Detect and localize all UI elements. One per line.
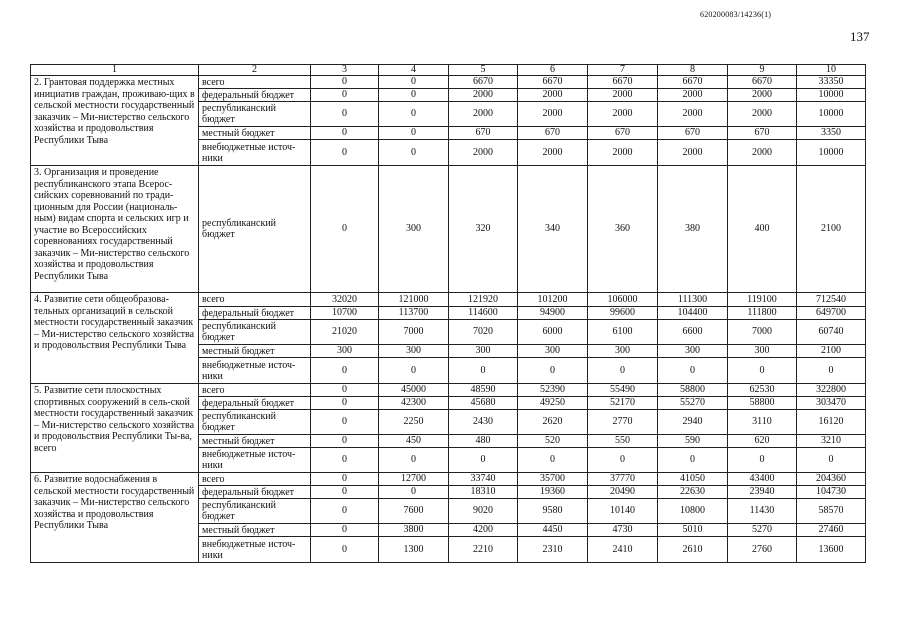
amount-cell: 13600 <box>797 537 866 563</box>
amount-cell: 0 <box>379 76 449 89</box>
amount-cell: 1300 <box>379 537 449 563</box>
amount-cell: 670 <box>449 127 518 140</box>
amount-cell: 9020 <box>449 499 518 524</box>
amount-cell: 300 <box>658 345 728 358</box>
amount-cell: 104730 <box>797 486 866 499</box>
amount-cell: 21020 <box>311 320 379 345</box>
amount-cell: 2000 <box>588 89 658 102</box>
amount-cell: 4450 <box>518 524 588 537</box>
funding-source: всего <box>199 384 311 397</box>
amount-cell: 52390 <box>518 384 588 397</box>
amount-cell: 113700 <box>379 307 449 320</box>
funding-source: республиканский бюджет <box>199 410 311 435</box>
amount-cell: 0 <box>588 448 658 473</box>
amount-cell: 0 <box>311 89 379 102</box>
funding-source: федеральный бюджет <box>199 307 311 320</box>
amount-cell: 2000 <box>449 140 518 166</box>
amount-cell: 19360 <box>518 486 588 499</box>
amount-cell: 0 <box>728 448 797 473</box>
amount-cell: 62530 <box>728 384 797 397</box>
amount-cell: 32020 <box>311 293 379 307</box>
measure-description: 4. Развитие сети общеобразова-тельных организаций в сельской местности государственный заказчик – Ми-нистерство сельского хозяйства и продовольствия Республики Тыва <box>31 293 199 384</box>
document-code: 620200083/14236(1) <box>700 10 772 19</box>
amount-cell: 20490 <box>588 486 658 499</box>
amount-cell: 0 <box>588 358 658 384</box>
table-row <box>31 76 866 89</box>
amount-cell: 22630 <box>658 486 728 499</box>
amount-cell: 550 <box>588 435 658 448</box>
amount-cell: 320 <box>449 166 518 293</box>
amount-cell: 2210 <box>449 537 518 563</box>
amount-cell: 3800 <box>379 524 449 537</box>
funding-source: внебюджетные источ-ники <box>199 537 311 563</box>
funding-source: федеральный бюджет <box>199 397 311 410</box>
measure-description: 3. Организация и проведение республиканского этапа Всерос-сийских соревнований по тради-ционным для России (националь-ным) видам спорта и сельских игр и участие во Всероссийских соревнованиях государственный заказчик – Ми-нистерство сельского хозяйства и продовольствия Республики Тыва <box>31 166 199 293</box>
column-number-cell: 3 <box>311 65 379 76</box>
amount-cell: 0 <box>518 358 588 384</box>
amount-cell: 0 <box>797 358 866 384</box>
measure-description: 6. Развитие водоснабжения в сельской местности государственный заказчик – Ми-нистерство сельского хозяйства и продовольствия Республики Тыва <box>31 473 199 563</box>
amount-cell: 620 <box>728 435 797 448</box>
amount-cell: 300 <box>379 166 449 293</box>
amount-cell: 204360 <box>797 473 866 486</box>
funding-source: внебюджетные источ-ники <box>199 448 311 473</box>
amount-cell: 400 <box>728 166 797 293</box>
amount-cell: 7600 <box>379 499 449 524</box>
amount-cell: 3110 <box>728 410 797 435</box>
amount-cell: 2760 <box>728 537 797 563</box>
amount-cell: 649700 <box>797 307 866 320</box>
amount-cell: 0 <box>379 486 449 499</box>
amount-cell: 0 <box>797 448 866 473</box>
amount-cell: 360 <box>588 166 658 293</box>
amount-cell: 480 <box>449 435 518 448</box>
column-number-cell: 8 <box>658 65 728 76</box>
amount-cell: 52170 <box>588 397 658 410</box>
amount-cell: 48590 <box>449 384 518 397</box>
amount-cell: 55490 <box>588 384 658 397</box>
amount-cell: 2000 <box>658 140 728 166</box>
amount-cell: 0 <box>311 127 379 140</box>
amount-cell: 2000 <box>518 140 588 166</box>
amount-cell: 27460 <box>797 524 866 537</box>
amount-cell: 58800 <box>728 397 797 410</box>
amount-cell: 0 <box>311 524 379 537</box>
amount-cell: 45000 <box>379 384 449 397</box>
amount-cell: 10140 <box>588 499 658 524</box>
amount-cell: 43400 <box>728 473 797 486</box>
amount-cell: 2430 <box>449 410 518 435</box>
table-row <box>31 384 866 397</box>
amount-cell: 2000 <box>588 140 658 166</box>
amount-cell: 114600 <box>449 307 518 320</box>
amount-cell: 10700 <box>311 307 379 320</box>
column-number-cell: 9 <box>728 65 797 76</box>
table-row <box>31 166 866 293</box>
amount-cell: 520 <box>518 435 588 448</box>
amount-cell: 2610 <box>658 537 728 563</box>
amount-cell: 58570 <box>797 499 866 524</box>
amount-cell: 2100 <box>797 166 866 293</box>
amount-cell: 33350 <box>797 76 866 89</box>
column-number-cell: 5 <box>449 65 518 76</box>
amount-cell: 121920 <box>449 293 518 307</box>
funding-source: местный бюджет <box>199 435 311 448</box>
measure-description: 5. Развитие сети плоскостных спортивных сооружений в сель-ской местности государственный заказчик – Ми-нистерство сельского хозяйства и продовольствия Республики Ты-ва, всего <box>31 384 199 473</box>
amount-cell: 2000 <box>728 140 797 166</box>
funding-source: всего <box>199 293 311 307</box>
amount-cell: 0 <box>311 499 379 524</box>
amount-cell: 0 <box>728 358 797 384</box>
amount-cell: 0 <box>311 358 379 384</box>
amount-cell: 6670 <box>658 76 728 89</box>
amount-cell: 590 <box>658 435 728 448</box>
table-row <box>31 293 866 307</box>
amount-cell: 0 <box>311 102 379 127</box>
amount-cell: 10800 <box>658 499 728 524</box>
amount-cell: 300 <box>588 345 658 358</box>
amount-cell: 380 <box>658 166 728 293</box>
amount-cell: 0 <box>449 358 518 384</box>
amount-cell: 10000 <box>797 89 866 102</box>
amount-cell: 16120 <box>797 410 866 435</box>
funding-source: федеральный бюджет <box>199 89 311 102</box>
amount-cell: 2000 <box>449 102 518 127</box>
funding-source: всего <box>199 76 311 89</box>
amount-cell: 2620 <box>518 410 588 435</box>
amount-cell: 41050 <box>658 473 728 486</box>
amount-cell: 10000 <box>797 140 866 166</box>
amount-cell: 7020 <box>449 320 518 345</box>
amount-cell: 712540 <box>797 293 866 307</box>
amount-cell: 7000 <box>379 320 449 345</box>
amount-cell: 49250 <box>518 397 588 410</box>
amount-cell: 2000 <box>728 102 797 127</box>
amount-cell: 2940 <box>658 410 728 435</box>
amount-cell: 322800 <box>797 384 866 397</box>
amount-cell: 18310 <box>449 486 518 499</box>
amount-cell: 35700 <box>518 473 588 486</box>
amount-cell: 450 <box>379 435 449 448</box>
amount-cell: 6670 <box>588 76 658 89</box>
amount-cell: 0 <box>379 140 449 166</box>
column-number-cell: 6 <box>518 65 588 76</box>
amount-cell: 2000 <box>658 89 728 102</box>
amount-cell: 99600 <box>588 307 658 320</box>
amount-cell: 2100 <box>797 345 866 358</box>
amount-cell: 0 <box>379 102 449 127</box>
amount-cell: 0 <box>449 448 518 473</box>
amount-cell: 2000 <box>449 89 518 102</box>
amount-cell: 4200 <box>449 524 518 537</box>
amount-cell: 670 <box>588 127 658 140</box>
funding-source: республиканский бюджет <box>199 320 311 345</box>
funding-source: всего <box>199 473 311 486</box>
amount-cell: 6670 <box>449 76 518 89</box>
amount-cell: 340 <box>518 166 588 293</box>
amount-cell: 0 <box>379 127 449 140</box>
amount-cell: 5270 <box>728 524 797 537</box>
amount-cell: 104400 <box>658 307 728 320</box>
amount-cell: 2770 <box>588 410 658 435</box>
amount-cell: 303470 <box>797 397 866 410</box>
amount-cell: 300 <box>728 345 797 358</box>
amount-cell: 55270 <box>658 397 728 410</box>
amount-cell: 0 <box>311 140 379 166</box>
column-number-cell: 1 <box>31 65 199 76</box>
amount-cell: 2310 <box>518 537 588 563</box>
column-number-cell: 2 <box>199 65 311 76</box>
amount-cell: 3210 <box>797 435 866 448</box>
amount-cell: 5010 <box>658 524 728 537</box>
amount-cell: 4730 <box>588 524 658 537</box>
column-number-cell: 10 <box>797 65 866 76</box>
amount-cell: 0 <box>311 410 379 435</box>
amount-cell: 2000 <box>518 102 588 127</box>
amount-cell: 42300 <box>379 397 449 410</box>
amount-cell: 670 <box>728 127 797 140</box>
amount-cell: 0 <box>311 76 379 89</box>
amount-cell: 300 <box>518 345 588 358</box>
funding-source: республиканский бюджет <box>199 102 311 127</box>
amount-cell: 7000 <box>728 320 797 345</box>
amount-cell: 111300 <box>658 293 728 307</box>
amount-cell: 6670 <box>518 76 588 89</box>
amount-cell: 0 <box>379 358 449 384</box>
amount-cell: 0 <box>311 537 379 563</box>
amount-cell: 94900 <box>518 307 588 320</box>
amount-cell: 0 <box>311 397 379 410</box>
amount-cell: 3350 <box>797 127 866 140</box>
amount-cell: 9580 <box>518 499 588 524</box>
amount-cell: 2000 <box>658 102 728 127</box>
amount-cell: 106000 <box>588 293 658 307</box>
amount-cell: 0 <box>311 435 379 448</box>
measure-description: 2. Грантовая поддержка местных инициатив граждан, проживаю-щих в сельской местности государственный заказчик – Ми-нистерство сельского хозяйства и продовольствия Республики Тыва <box>31 76 199 166</box>
amount-cell: 119100 <box>728 293 797 307</box>
funding-source: федеральный бюджет <box>199 486 311 499</box>
amount-cell: 37770 <box>588 473 658 486</box>
amount-cell: 101200 <box>518 293 588 307</box>
funding-source: местный бюджет <box>199 345 311 358</box>
column-number-cell: 4 <box>379 65 449 76</box>
column-number-cell: 7 <box>588 65 658 76</box>
funding-source: республиканский бюджет <box>199 499 311 524</box>
amount-cell: 0 <box>311 166 379 293</box>
amount-cell: 45680 <box>449 397 518 410</box>
table-row <box>31 473 866 486</box>
amount-cell: 0 <box>658 358 728 384</box>
column-number-header <box>31 65 866 76</box>
amount-cell: 6000 <box>518 320 588 345</box>
amount-cell: 670 <box>518 127 588 140</box>
funding-source: местный бюджет <box>199 524 311 537</box>
amount-cell: 300 <box>311 345 379 358</box>
amount-cell: 11430 <box>728 499 797 524</box>
amount-cell: 121000 <box>379 293 449 307</box>
amount-cell: 0 <box>379 448 449 473</box>
budget-table <box>30 64 866 563</box>
amount-cell: 2000 <box>588 102 658 127</box>
amount-cell: 58800 <box>658 384 728 397</box>
funding-source: республиканский бюджет <box>199 166 311 293</box>
amount-cell: 6670 <box>728 76 797 89</box>
amount-cell: 2000 <box>728 89 797 102</box>
amount-cell: 670 <box>658 127 728 140</box>
amount-cell: 0 <box>311 473 379 486</box>
amount-cell: 6100 <box>588 320 658 345</box>
funding-source: местный бюджет <box>199 127 311 140</box>
amount-cell: 12700 <box>379 473 449 486</box>
amount-cell: 111800 <box>728 307 797 320</box>
amount-cell: 2410 <box>588 537 658 563</box>
funding-source: внебюджетные источ-ники <box>199 358 311 384</box>
amount-cell: 0 <box>311 448 379 473</box>
amount-cell: 0 <box>658 448 728 473</box>
amount-cell: 33740 <box>449 473 518 486</box>
amount-cell: 60740 <box>797 320 866 345</box>
amount-cell: 2250 <box>379 410 449 435</box>
amount-cell: 2000 <box>518 89 588 102</box>
funding-source: внебюджетные источ-ники <box>199 140 311 166</box>
amount-cell: 300 <box>449 345 518 358</box>
amount-cell: 0 <box>311 486 379 499</box>
page-number: 137 <box>850 29 870 44</box>
amount-cell: 300 <box>379 345 449 358</box>
amount-cell: 23940 <box>728 486 797 499</box>
amount-cell: 0 <box>379 89 449 102</box>
amount-cell: 0 <box>518 448 588 473</box>
amount-cell: 6600 <box>658 320 728 345</box>
amount-cell: 0 <box>311 384 379 397</box>
amount-cell: 10000 <box>797 102 866 127</box>
